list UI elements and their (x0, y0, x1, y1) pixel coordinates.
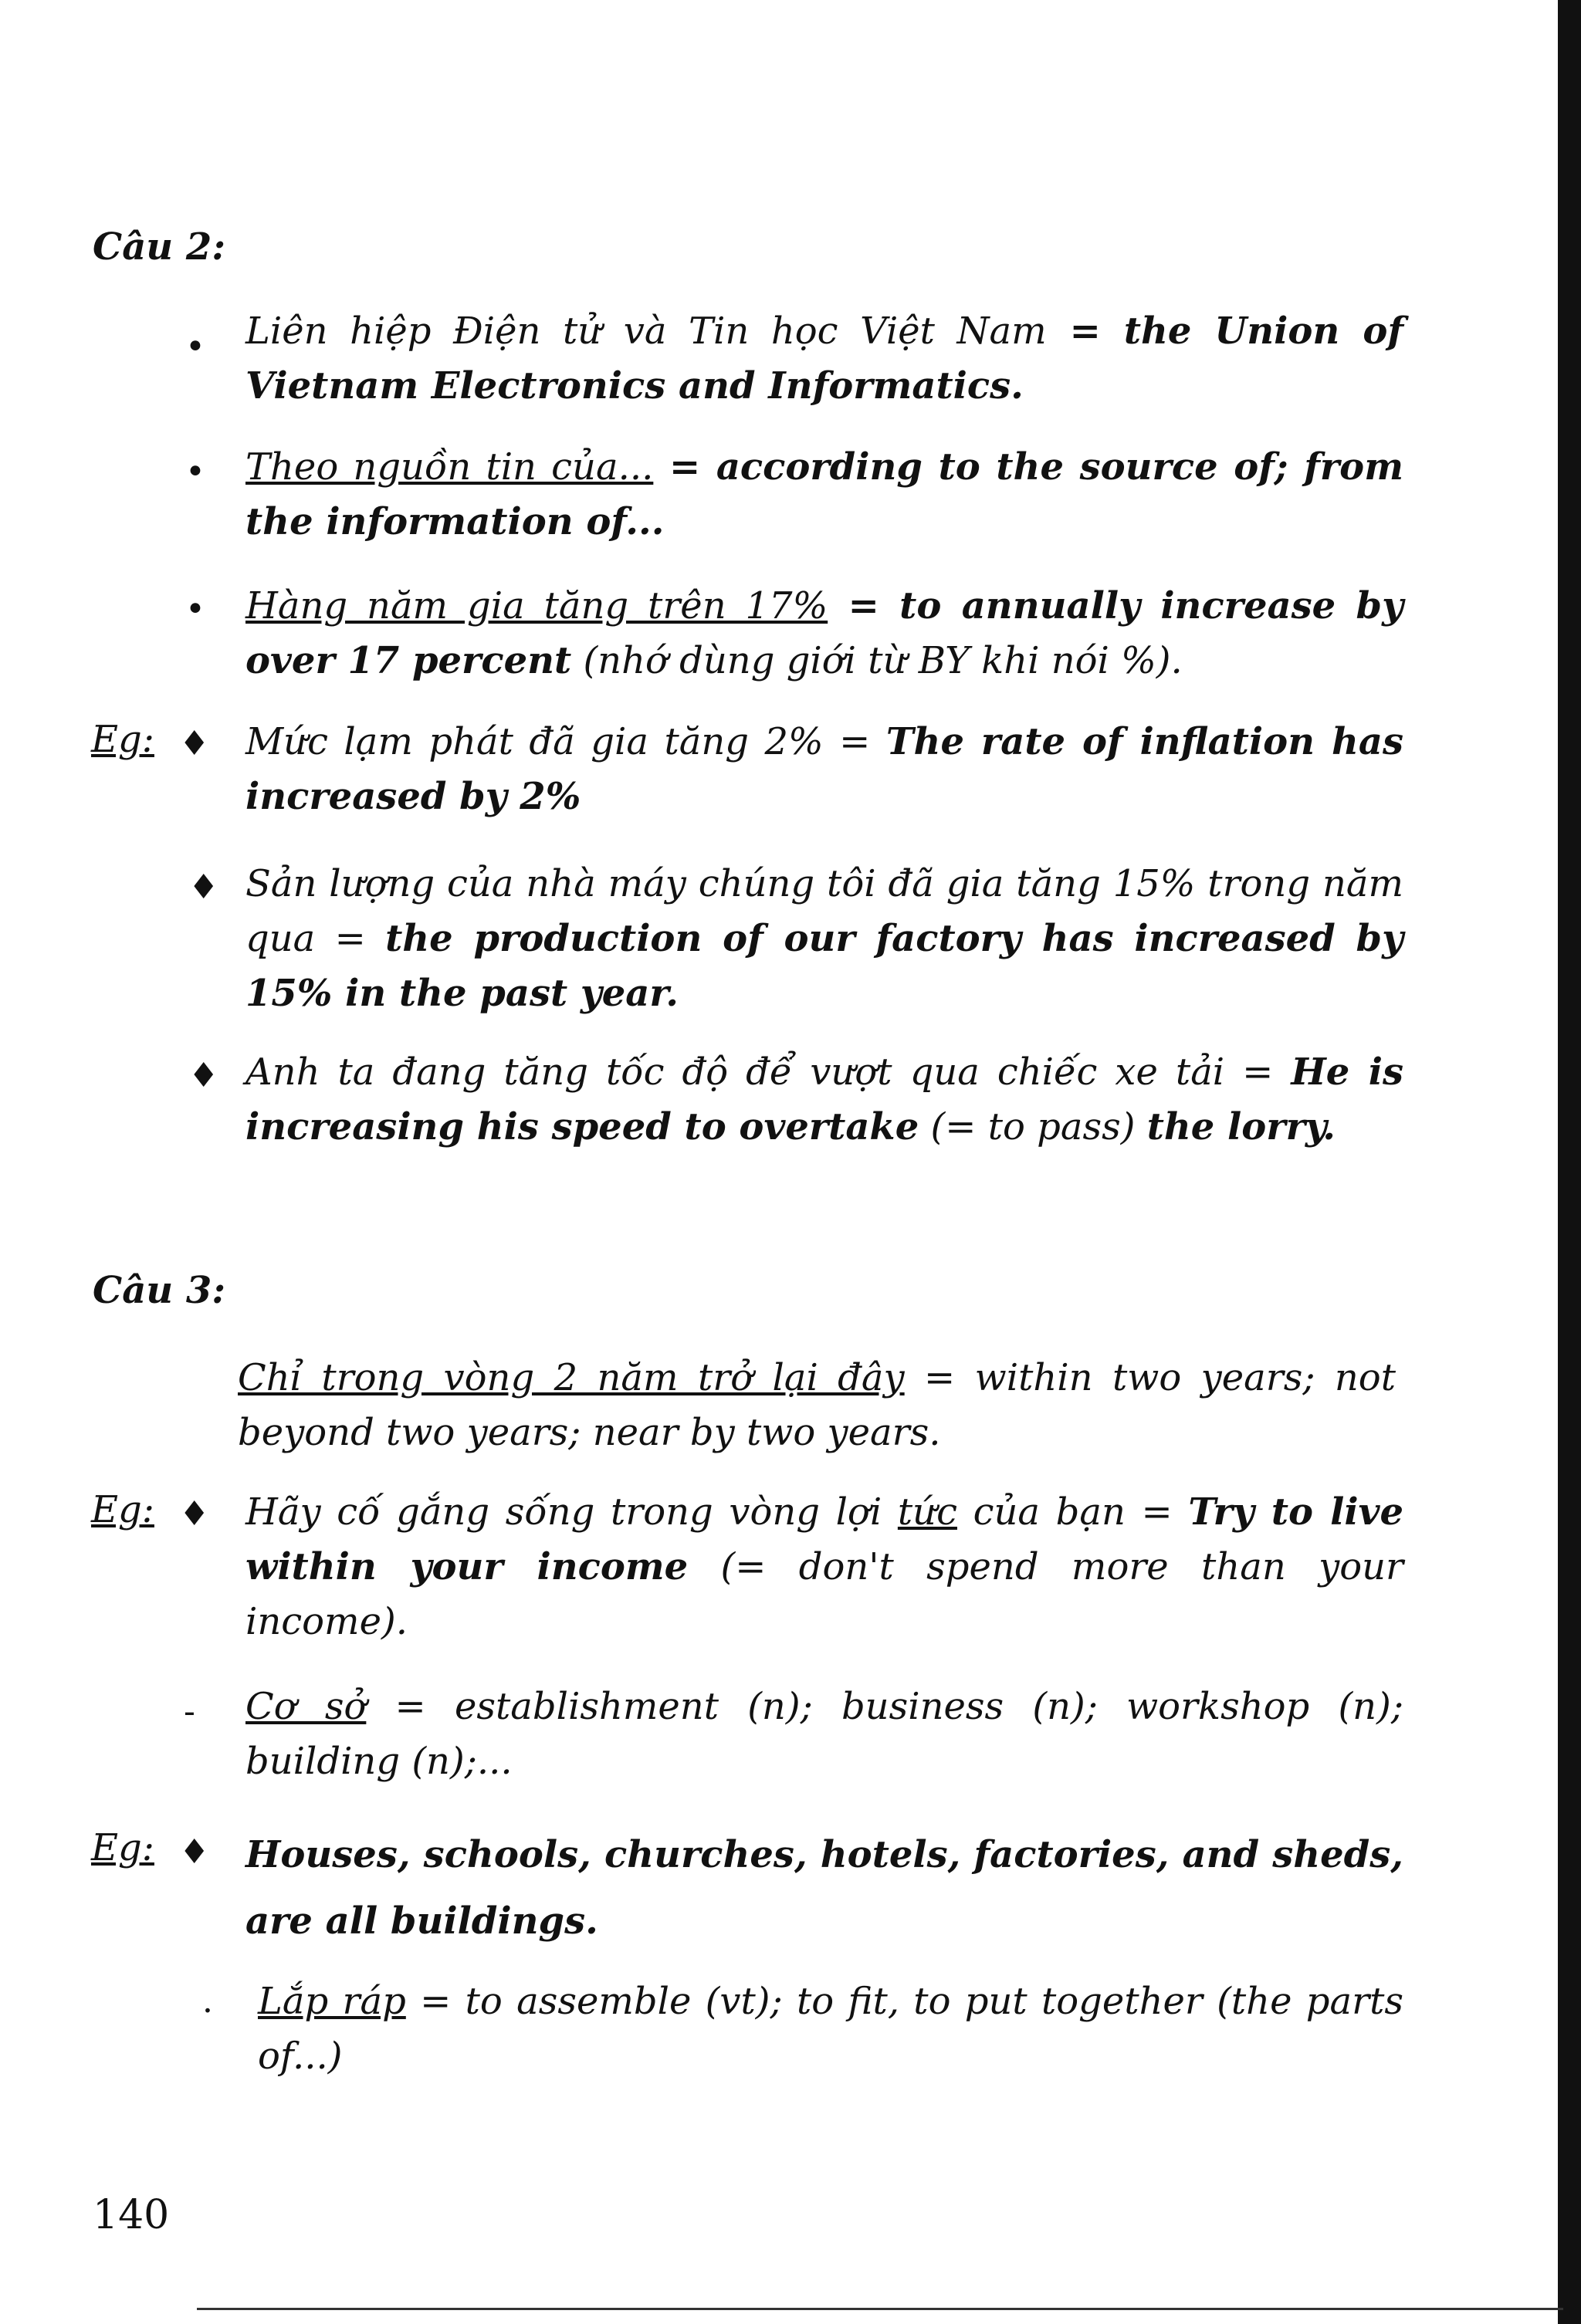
vocab-item-theo-nguon-tin (245, 440, 1403, 550)
example-vietnamese-end: của bạn = (956, 1490, 1189, 1534)
example-vietnamese: Sản lượng của nhà máy chúng tôi đã gia tăng 15% trong năm qua = (245, 862, 1403, 960)
example-inflation (245, 715, 1403, 824)
example-english: He is increasing his speed to overtake (245, 1050, 1403, 1148)
vocab-item-co-so (245, 1680, 1403, 1789)
vietnamese-term: Hàng năm gia tăng trên 17% (245, 584, 828, 628)
example-buildings (245, 1822, 1403, 1954)
example-paren: (= to pass) (919, 1105, 1147, 1148)
example-income (245, 1485, 1403, 1649)
bullet-dash: - (184, 1692, 195, 1731)
vocab-item-lap-rap (258, 1974, 1403, 2084)
vietnamese-term: Lắp ráp (258, 1980, 406, 2023)
english-translation: = according to the source of; from the information of... (245, 445, 1403, 543)
section-title-cau-3: Câu 3: (93, 1269, 226, 1312)
english-translation: = within two years; not beyond two years; near by two years. (238, 1356, 1396, 1454)
vietnamese-term: Cơ sở (245, 1685, 367, 1728)
vietnamese-term: Chỉ trong vòng 2 năm trở lại đây (238, 1356, 905, 1399)
bullet-dot: • (185, 452, 205, 492)
english-translation: = to annually increase by over 17 percent (245, 584, 1403, 682)
example-production (245, 857, 1403, 1021)
example-vietnamese: Hãy cố gắng sống trong vòng lợi (245, 1490, 898, 1534)
page-number: 140 (93, 2192, 170, 2238)
example-label: Eg: (91, 718, 154, 761)
example-english: the production of our factory has increased by 15% in the past year. (245, 917, 1403, 1015)
vocab-item-lien-hiep (245, 304, 1403, 414)
usage-note: (nhớ dùng giới từ BY khi nói %). (571, 639, 1183, 682)
english-translation: = the Union of Vietnam Electronics and Informatics. (245, 310, 1403, 408)
example-english: The rate of inflation has increased by 2% (245, 720, 1403, 818)
example-vietnamese-underlined: tức (897, 1490, 957, 1534)
vietnamese-term: Theo nguồn tin của... (245, 445, 654, 489)
vietnamese-term: Liên hiệp Điện tử và Tin học Việt Nam (245, 310, 1047, 353)
example-vietnamese: Anh ta đang tăng tốc độ để vượt qua chiếc xe tải = (245, 1050, 1292, 1094)
example-vietnamese: Mức lạm phát đã gia tăng 2% = (245, 720, 886, 763)
bullet-diamond: ♦ (179, 1494, 210, 1534)
bullet-small-dot: · (202, 1991, 213, 2031)
example-english: Houses, schools, churches, hotels, factories, and sheds, are all buildings. (245, 1833, 1403, 1943)
bullet-diamond: ♦ (179, 724, 210, 763)
vocab-item-chi-trong-vong (238, 1351, 1396, 1460)
bullet-dot: • (185, 327, 205, 367)
bottom-edge-line (197, 2308, 1563, 2310)
example-speed (245, 1045, 1403, 1155)
example-label: Eg: (91, 1826, 154, 1869)
english-translation: = establishment (n); business (n); workshop (n); building (n);... (245, 1685, 1403, 1783)
bullet-diamond: ♦ (179, 1832, 210, 1872)
bullet-diamond: ♦ (188, 1056, 219, 1095)
page-edge-shadow (1558, 0, 1581, 2324)
vocab-item-hang-nam (245, 579, 1403, 688)
bullet-diamond: ♦ (188, 868, 219, 907)
example-paren: (= don't spend more than your income). (245, 1545, 1403, 1643)
bullet-dot: • (185, 590, 205, 629)
english-translation: = to assemble (vt); to fit, to put together (the parts of...) (258, 1980, 1403, 2078)
example-label: Eg: (91, 1488, 154, 1531)
example-english: Try to live within your income (245, 1490, 1404, 1588)
section-title-cau-2: Câu 2: (93, 225, 226, 269)
example-english-end: the lorry. (1146, 1105, 1336, 1148)
